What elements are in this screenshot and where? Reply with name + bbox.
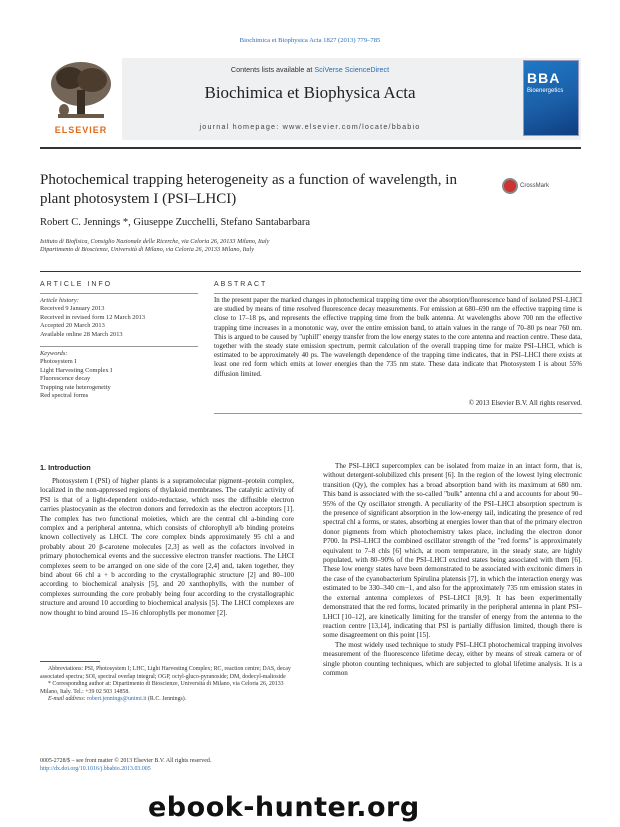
crossmark-icon[interactable] (502, 178, 518, 194)
email-label: E-mail address: (48, 696, 88, 703)
body-column-1 (40, 477, 294, 618)
keywords-list (40, 350, 198, 400)
section-rule (40, 271, 581, 272)
contents-availability (160, 65, 460, 74)
article-history (40, 297, 198, 339)
email-line (40, 696, 294, 704)
corresponding-author-note: * Corresponding author at: Dipartimento di Bioscienze, Università di Milano, via Celoria 26, 20133 Milano, Italy. Tel.: +39 02 503 14858. (40, 681, 284, 695)
doi-link[interactable]: http://dx.doi.org/10.1016/j.bbabio.2013.03.005 (40, 765, 151, 772)
article-title: Photochemical trapping heterogeneity as a function of wavelength, in plant photosystem I (PSI–LHCI) (40, 172, 457, 207)
history-item: Accepted 20 March 2013 (40, 322, 105, 330)
watermark-text: ebook-hunter.org (148, 792, 420, 823)
abstract-rule (214, 293, 582, 294)
history-item: Available online 28 March 2013 (40, 330, 123, 338)
affiliation-2: Dipartimento di Bioscienze, Università di Milano, via Celoria 26, 20133 Milano, Italy (40, 246, 254, 253)
history-item: Received 9 January 2013 (40, 305, 105, 313)
body-column-2 (323, 462, 582, 678)
sciencedirect-link[interactable]: SciVerse ScienceDirect (314, 65, 390, 74)
history-item: Received in revised form 12 March 2013 (40, 313, 146, 321)
paragraph: The PSI–LHCI supercomplex can be isolated from maize in an intact form, that is, without detergent-solubilized chls present [6]. In the region of the lowest lying electronic transition (Qy), the complex has a broad absorption band with its maximum at 680 nm. This band is associated with the so-called "bulk" antenna chl a and accounts for about 90–95% of the Qy oscillator strength. A peculiarity of the PSI–LHCI absorption spectrum is the presence of significant absorption in the low-energy tail, indicating the presence of red spectral chl a forms, or states, absorbing at energies lower than that of the primary electron donor pigments from which photochemistry takes place, including the electron donor P700. In PSI–LHCI the combined oscillator strength of the "red forms" is approximately equivalent to 7–8 chls [6] which, at room temperature, in the steady state, are highly populated, with 80–90% of the PSI–LHCI excited states being associated with them [6]. These low energy states have been demonstrated to be associated with excitonic dimers in the case of the cyanobacterium Spirulina platensis [7], in which the interaction energy was estimated to be 330–340 cm−1, and also for the approximately 735 nm emission states in the external antenna complexes of PSI–LHCI [8,9]. It has been experimentally demonstrated that the red forms, located primarily in the peripheral antenna in plant PSI–LHCI [10–12], are kinetically limiting for the transfer of energy from the antenna to the reaction centre [13,14], indicating that PSI is partially diffusion limited, though there is some disagreement on this point [15]. (323, 462, 582, 640)
journal-homepage[interactable]: journal homepage: www.elsevier.com/locate/bbabio (199, 122, 421, 131)
email-suffix: (R.C. Jennings). (146, 696, 187, 703)
crossmark-label[interactable]: CrossMark (520, 183, 550, 189)
email-link[interactable]: robert.jennings@unimi.it (87, 696, 147, 703)
journal-title: Biochimica et Biophysica Acta (204, 83, 416, 102)
elsevier-tree-icon (40, 58, 122, 124)
cover-bba-letters: BBA (527, 70, 561, 86)
keywords-rule (40, 346, 198, 347)
keyword-item: Trapping rate heterogeneity (40, 383, 111, 391)
footnote-rule (40, 661, 100, 662)
abstract-text: In the present paper the marked changes in photochemical trapping time over the absorption/fluorescence band of isolated PSI–LHCI are studied by means of time resolved fluorescence decay measurements. For emission at 680–690 nm the effective trapping time is close to 17–18 ps, and represents the effective trapping time from the bulk antenna. At wavelengths above 700 nm the effective trapping time increases in a monotonic way, over the entire emission band, to attain values in the range of 70–80 ps near 760 nm. This is argued to be caused by "uphill" energy transfer from the low energy states to the core antenna and reaction centre. These data, together with the steady state emission spectrum, permit calculation of the overall trapping time for maize PSI–LHCI, which is estimated to be approximately 40 ps. The wavelength dependence of the trapping time indicates, that in PSI–LHCI there exists at least one red form which emits at lower energies than the 735 nm state. These data indicate that Photosystem I is about 55% diffusion limited. (214, 297, 582, 378)
cover-subtitle: Bioenergetics (527, 88, 564, 94)
front-matter-notes (40, 758, 294, 773)
keyword-item: Photosystem I (40, 358, 77, 366)
section-heading: 1. Introduction (40, 463, 91, 472)
journal-citation-link[interactable]: Biochimica et Biophysica Acta 1827 (2013) 779–785 (239, 37, 381, 44)
keywords-label: Keywords: (40, 350, 68, 357)
keyword-item: Red spectral forms (40, 392, 89, 400)
abstract-bottom-rule (214, 413, 582, 414)
elsevier-wordmark: ELSEVIER (54, 125, 108, 135)
contents-prefix: Contents lists available at (230, 65, 315, 74)
affiliation-1: Istituto di Biofisica, Consiglio Nazionale delle Ricerche, via Celoria 26, 20133 Milano, Italy (40, 238, 270, 245)
copyright-notice: © 2013 Elsevier B.V. All rights reserved. (468, 400, 582, 407)
header-rule (40, 147, 581, 149)
abbreviations-note: Abbreviations: PSI, Photosystem I; LHC, Light Harvesting Complex; RC, reaction centre; DAS, decay associated spectra; SOI, spectral overlap integral; OGP, octyl-gluco-pyranoside; DM, dodecyl-maltoside (40, 666, 291, 680)
keyword-item: Fluorescence decay (40, 375, 91, 383)
article-info-heading: ARTICLE INFO (40, 281, 113, 288)
abstract-heading: ABSTRACT (214, 281, 268, 288)
issn-line: 0005-2728/$ – see front matter © 2013 Elsevier B.V. All rights reserved. (40, 758, 212, 764)
paragraph: Photosystem I (PSI) of higher plants is a supramolecular pigment–protein complex, localized in the non-appressed regions of thylakoid membranes. The catalytic activity of PSI is that of a light-dependent oxido-reductase, which uses the diffusible electron carries plastocyanin as the electron donors and ferredoxin as the electron acceptors [1]. The complex has two functional moieties, which are the central chl a-binding core complex and a peripheral antenna, which consists of chlorophyll a/b binding proteins known collectively as LHCI. The core complex binds approximately 95 chl a and probably about 20 β-carotene molecules [2,3] as well as the cofactors involved in primary photochemical events and the successive electron transfer reactions. The LHCI complexes seem to be arranged on one side of the core [2,4] and, taken together, they bind about 66 chl a + b according to the crystallographic structure [2] and 80–100 according to biochemical analysis [5], and 20 xanthophylls, with the number of complexes surrounding the core probably being four according to the crystallographic structure and around 10 according to biochemical analysis [5]. The LHCI complexes are now thought to bind around 15–16 chlorophylls per monomer [2]. (40, 477, 294, 617)
keyword-item: Light Harvesting Complex I (40, 366, 113, 374)
info-rule (40, 293, 198, 294)
paragraph: The most widely used technique to study PSI–LHCI photochemical trapping involves measurement of the fluorescence lifetime decay, either by means of streak camera or of single photon counting techniques, which are subjected to global lifetime analysis. It is a common (323, 640, 582, 677)
history-label: Article history: (40, 297, 79, 304)
author-list: Robert C. Jennings *, Giuseppe Zucchelli, Stefano Santabarbara (40, 217, 311, 228)
footnotes (40, 666, 294, 704)
